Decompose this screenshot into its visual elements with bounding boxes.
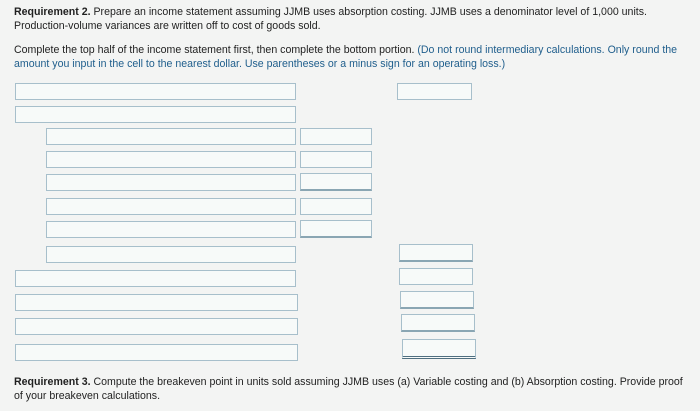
- line-item-label-1[interactable]: [46, 128, 296, 145]
- operating-income-amount[interactable]: [402, 339, 476, 359]
- line-item-amount-5[interactable]: [300, 220, 372, 238]
- requirement-3-text: Requirement 3. Compute the breakeven point in units sold assuming JJMB uses (a) Variable costing and (b) Absorption costing. Provide proof of your breakeven calculations.: [14, 376, 683, 402]
- requirement-2-label: Requirement 2.: [14, 6, 91, 18]
- column2-amount-4[interactable]: [401, 314, 475, 332]
- bottom-label-2[interactable]: [15, 294, 298, 311]
- column2-amount-1[interactable]: [399, 244, 473, 262]
- line-item-amount-4[interactable]: [300, 198, 372, 215]
- bottom-label-3[interactable]: [15, 318, 298, 335]
- line-item-label-6[interactable]: [46, 246, 296, 263]
- bottom-label-1[interactable]: [15, 270, 296, 287]
- requirement-3-label: Requirement 3.: [14, 376, 91, 388]
- instructions-note: (Do not round intermediary calculations. Only round the amount you input in the cell to the nearest dollar. Use parentheses or a minus sign for an operating loss.): [14, 44, 678, 70]
- statement-header-input-1[interactable]: [15, 83, 296, 100]
- column2-amount-2[interactable]: [399, 268, 473, 285]
- line-item-label-3[interactable]: [46, 174, 296, 191]
- bottom-label-4[interactable]: [15, 344, 298, 361]
- instructions-text: Complete the top half of the income statement first, then complete the bottom portion. (Do not round intermediary calculations. Only round the amount you input in the cell to the nearest dollar. Use parentheses or a minus sign for an operating loss.): [14, 44, 678, 70]
- line-item-amount-1[interactable]: [300, 128, 372, 145]
- requirement-2-text: Requirement 2. Prepare an income statement assuming JJMB uses absorption costing. JJMB uses a denominator level of 1,000 units. Production-volume variances are written off to cost of goods sold.: [14, 6, 647, 32]
- column2-amount-3[interactable]: [400, 291, 474, 309]
- line-item-label-5[interactable]: [46, 221, 296, 238]
- header-amount-input[interactable]: [397, 83, 472, 100]
- line-item-label-4[interactable]: [46, 198, 296, 215]
- statement-header-input-2[interactable]: [15, 106, 296, 123]
- line-item-amount-3[interactable]: [300, 173, 372, 191]
- line-item-label-2[interactable]: [46, 151, 296, 168]
- line-item-amount-2[interactable]: [300, 151, 372, 168]
